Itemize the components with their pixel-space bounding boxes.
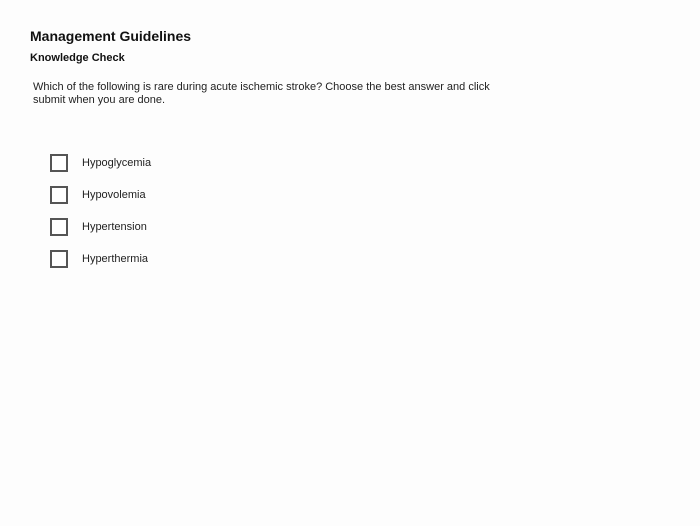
answer-option-label: Hypoglycemia (82, 157, 152, 169)
answer-option-hypovolemia[interactable] (50, 184, 151, 206)
answer-checkbox[interactable] (50, 250, 68, 268)
answer-option-hyperthermia[interactable] (50, 248, 151, 270)
answer-checkbox[interactable] (50, 154, 68, 172)
answer-option-label: Hypertension (82, 221, 147, 233)
answer-checkbox[interactable] (50, 186, 68, 204)
answer-option-label: Hypovolemia (82, 189, 146, 201)
section-subtitle: Knowledge Check (30, 52, 125, 64)
answer-option-hypoglycemia[interactable] (50, 152, 151, 174)
answer-option-label: Hyperthermia (82, 253, 149, 265)
answer-checkbox[interactable] (50, 218, 68, 236)
answer-option-hypertension[interactable] (50, 216, 151, 238)
answer-options (50, 152, 151, 280)
question-text: Which of the following is rare during acute ischemic stroke? Choose the best answer and click submit when you are done. (33, 81, 490, 106)
page-title: Management Guidelines (30, 28, 192, 44)
